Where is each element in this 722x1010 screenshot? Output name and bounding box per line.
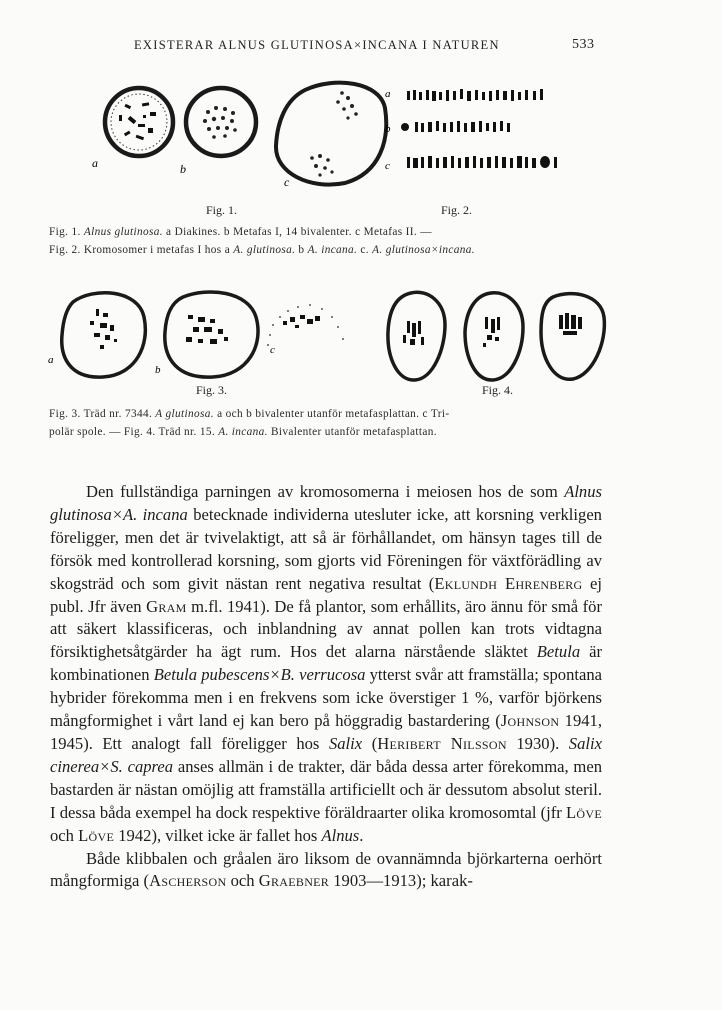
fig1-letter-a: a [92, 156, 98, 170]
fig3-letter-b: b [155, 364, 161, 376]
cell-3b-outline [165, 292, 258, 377]
figure-1-drawing [80, 78, 400, 188]
running-title: EXISTERAR ALNUS GLUTINOSA×INCANA I NATUREN [134, 38, 500, 52]
cell-3a-chromosomes [90, 309, 117, 349]
fig3-label: Fig. 3. [196, 383, 228, 397]
cell-4b-chromosomes [483, 317, 500, 347]
fig2-row-b: b [385, 123, 391, 135]
figure-3-drawing [48, 287, 378, 382]
cell-b-outline [186, 88, 256, 156]
caption-1-line-1: Fig. 1. Alnus glutinosa. a Diakines. b Metafas I, 14 bivalenter. c Metafas II. — [49, 226, 432, 238]
cell-4c-chromosomes [559, 313, 582, 335]
cell-3b-chromosomes [186, 315, 228, 344]
cell-a-chromosomes [119, 102, 156, 140]
fig1-letter-c: c [284, 175, 290, 188]
fig2-row-b-chromosomes [401, 121, 510, 132]
cell-c-upper-group [336, 91, 358, 119]
cell-b-chromosomes [203, 106, 237, 139]
cell-4a-outline [388, 292, 445, 380]
cell-4c-outline [541, 294, 604, 380]
fig3-letter-c: c [270, 344, 275, 356]
fig1-label: Fig. 1. [206, 203, 238, 217]
cell-3c-spindle [267, 304, 344, 346]
caption-2-line-1: Fig. 3. Träd nr. 7344. A glutinosa. a och b bivalenter utanför metafasplattan. c Tri- [49, 408, 450, 420]
fig2-row-c-chromosomes [407, 156, 557, 168]
fig2-row-c: c [385, 160, 390, 172]
fig3-letter-a: a [48, 354, 54, 366]
cell-c-lower-group [310, 154, 333, 177]
running-header [0, 38, 722, 58]
figure-4-drawing [383, 287, 613, 387]
cell-a-nucleus [111, 94, 167, 150]
caption-2-line-2: polär spole. — Fig. 4. Träd nr. 15. A. incana. Bivalenter utanför metafasplattan. [49, 426, 437, 438]
paragraph-1: Den fullständiga parningen av kromosomerna i meiosen hos de som Alnus glutinosa×A. incana betecknade individerna utesluter icke, att korsning verkligen föreligger, men det är tvivelaktigt, att så är förhållandet, om hänsyn tages till de försök med kontrollerad korsning, som gjorts vid Föreningen för växtförädling av skogsträd och som givit nästan rent negativa resultat (Eklundh Ehrenberg ej publ. Jfr även Gram m.fl. 1941). De få plantor, som erhållits, äro ännu för små för att säkert klassificeras, och inblandning av annat pollen kan trots vidtagna försiktighetsåtgärder ha ägt rum. Hos det alarna närstående släktet Betula är kombinationen Betula pubescens×B. verrucosa ytterst svår att framställa; spontana hybrider förekomma men i en frekvens som icke överstiger 1 %, varför björkens mångformighet i vårt land ej kan bero på höggradig bastardering (Johnson 1941, 1945). Ett analogt fall föreligger hos Salix (Heribert Nilsson 1930). Salix cinerea×S. caprea anses allmän i de trakter, där båda dessa arter förekomma, men bastarden är nästan omöjlig att framställa artificiellt och är dessutom absolut steril. I dessa båda exempel ha dock respektive föräldraarter olika kromosomtal (jfr Löve och Löve 1942), vilket icke är fallet hos Alnus. [50, 482, 603, 845]
cell-a-outline [105, 88, 173, 156]
figure-caption-1 [49, 223, 629, 259]
cell-4a-chromosomes [403, 321, 424, 345]
fig2-row-a-chromosomes [407, 89, 543, 101]
fig4-label: Fig. 4. [482, 383, 514, 397]
paragraph-2: Både klibbalen och gråalen äro liksom de ovannämnda björkarterna oerhört mångformiga (Ascherson och Graebner 1903—1913); karak- [50, 848, 602, 891]
cell-3a-outline [62, 293, 146, 377]
fig1-letter-b: b [180, 162, 186, 176]
figure-caption-2 [49, 405, 629, 441]
caption-1-line-2: Fig. 2. Kromosomer i metafas I hos a A. glutinosa. b A. incana. c. A. glutinosa×incana. [49, 244, 475, 256]
fig2-row-a: a [385, 88, 391, 100]
page-number: 533 [572, 37, 595, 52]
cell-4b-outline [465, 293, 523, 380]
cell-c-outline [276, 83, 386, 185]
body-text [50, 481, 602, 893]
figure-2-drawing [383, 85, 573, 175]
fig2-label: Fig. 2. [441, 203, 473, 217]
